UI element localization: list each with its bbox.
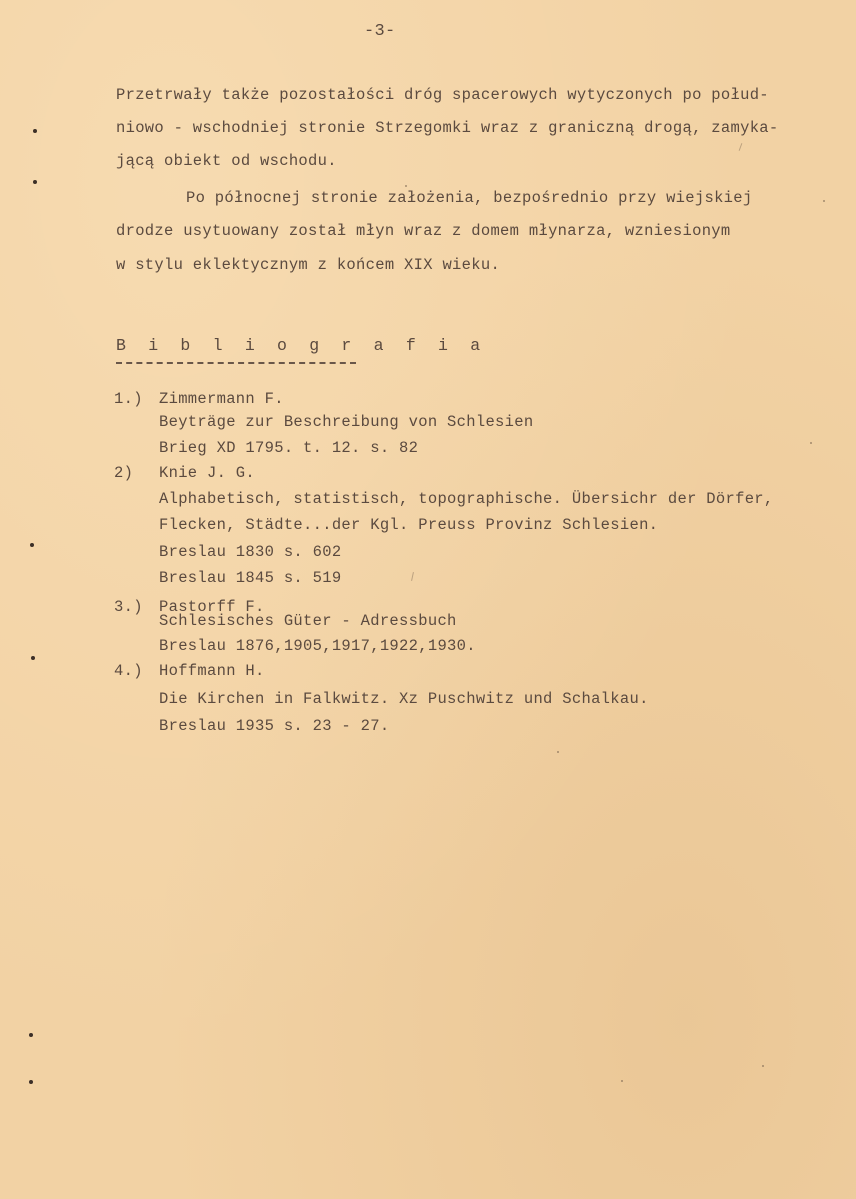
paper-speck [405, 185, 407, 187]
paper-speck [810, 442, 812, 444]
punch-hole-mark [30, 543, 34, 547]
heading-underline [116, 362, 356, 364]
paper-scratch [739, 143, 743, 151]
paper-speck [621, 1080, 623, 1082]
bibliography-author: Zimmermann F. [159, 390, 284, 408]
punch-hole-mark [29, 1080, 33, 1084]
page-number: -3- [364, 22, 396, 41]
bibliography-line: Breslau 1876,1905,1917,1922,1930. [159, 637, 476, 655]
bibliography-line: Breslau 1830 s. 602 [159, 543, 342, 561]
bibliography-entry-number: 1.) [114, 390, 143, 408]
body-text-line: niowo - wschodniej stronie Strzegomki wraz z graniczną drogą, zamyka- [116, 119, 779, 137]
bibliography-entry-number: 3.) [114, 598, 143, 616]
bibliography-line: Breslau 1845 s. 519 [159, 569, 342, 587]
bibliography-heading: B i b l i o g r a f i a [116, 336, 487, 355]
bibliography-line: Die Kirchen in Falkwitz. Xz Puschwitz und Schalkau. [159, 690, 649, 708]
bibliography-line: Breslau 1935 s. 23 - 27. [159, 717, 390, 735]
body-text-line: Przetrwały także pozostałości dróg spacerowych wytyczonych po połud- [116, 86, 769, 104]
bibliography-author: Hoffmann H. [159, 662, 265, 680]
bibliography-line: Schlesisches Güter - Adressbuch [159, 612, 457, 630]
bibliography-entry-number: 4.) [114, 662, 143, 680]
paper-speck [762, 1065, 764, 1067]
bibliography-line: Brieg XD 1795. t. 12. s. 82 [159, 439, 419, 457]
paper-speck [823, 200, 825, 202]
bibliography-line: Beyträge zur Beschreibung von Schlesien [159, 413, 534, 431]
paper-scratch [411, 572, 414, 581]
bibliography-line: Alphabetisch, statistisch, topographische. Übersichr der Dörfer, [159, 490, 774, 508]
body-text-line: jącą obiekt od wschodu. [116, 152, 337, 170]
paper-speck [557, 751, 559, 753]
punch-hole-mark [31, 656, 35, 660]
body-text-line: Po północnej stronie założenia, bezpośrednio przy wiejskiej [186, 189, 753, 207]
bibliography-line: Flecken, Städte...der Kgl. Preuss Provinz Schlesien. [159, 516, 659, 534]
bibliography-author: Pastorff F. [159, 598, 265, 616]
punch-hole-mark [33, 129, 37, 133]
punch-hole-mark [29, 1033, 33, 1037]
bibliography-author: Knie J. G. [159, 464, 256, 482]
punch-hole-mark [33, 180, 37, 184]
body-text-line: w stylu eklektycznym z końcem XIX wieku. [116, 256, 501, 274]
bibliography-entry-number: 2) [114, 464, 134, 482]
body-text-line: drodze usytuowany został młyn wraz z domem młynarza, wzniesionym [116, 222, 731, 240]
